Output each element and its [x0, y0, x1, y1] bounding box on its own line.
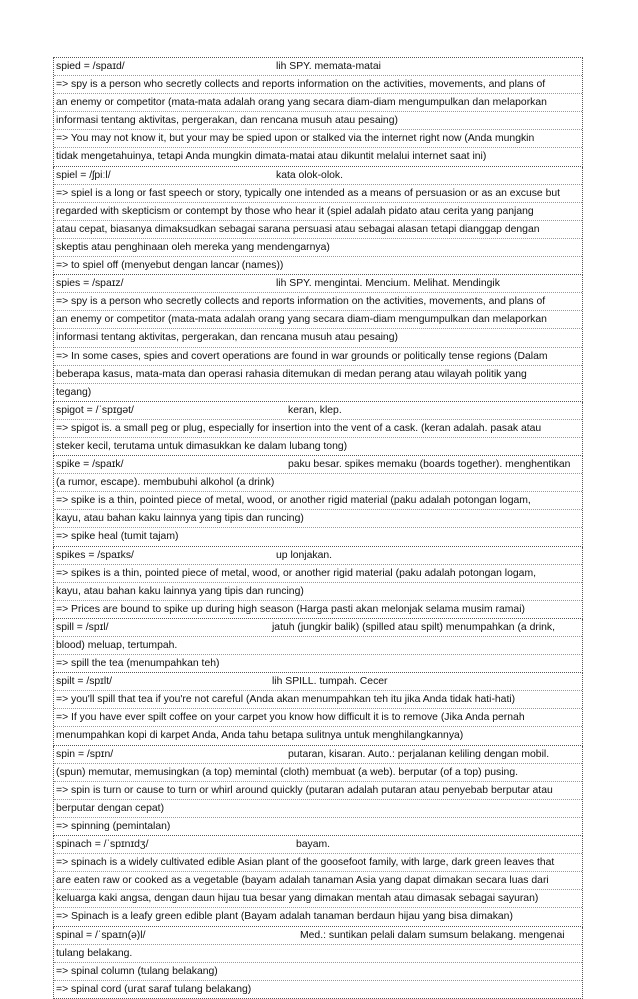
entry-spike: [53, 456, 583, 546]
entry-line: => spinach is a widely cultivated edible Asian plant of the goosefoot family, with large, dark green leaves that: [54, 854, 582, 872]
entry-headline: [54, 456, 582, 474]
entry-line: beberapa kasus, mata-mata dan operasi rahasia ditemukan di medan perang atau wilayah politik yang: [54, 366, 582, 384]
entry-line: => spigot is. a small peg or plug, especially for insertion into the vent of a cask. (keran adalah. pasak atau: [54, 420, 582, 438]
entry-line: => Spinach is a leafy green edible plant (Bayam adalah tanaman berdaun hijau yang bisa dimakan): [56, 911, 513, 923]
gloss: putaran, kisaran. Auto.: perjalanan keliling dengan mobil.: [288, 748, 550, 760]
headword: spies = /spaɪz/: [56, 278, 124, 290]
entry-line: => spikes is a thin, pointed piece of metal, wood, or another rigid material (paku adalah potongan logam,: [54, 565, 582, 583]
entry-line: => spinal column (tulang belakang): [54, 963, 582, 981]
entry-headline: [54, 927, 582, 945]
gloss: lih SPY. mengintai. Mencium. Melihat. Mendingik: [276, 278, 500, 290]
gloss: lih SPY. memata-matai: [276, 61, 381, 72]
gloss: jatuh (jungkir balik) (spilled atau spilt) menumpahkan (a drink,: [272, 621, 555, 633]
headword: spiel = /ʃpiːl/: [56, 169, 111, 181]
entry-line: => spinal cord (urat saraf tulang belakang): [56, 983, 252, 995]
entry-line: steker kecil, terutama untuk dimasukkan ke dalam lubang tong): [56, 440, 348, 452]
headword: spikes = /spaɪks/: [56, 549, 134, 561]
entry-line: => In some cases, spies and covert operations are found in war grounds or politically tense regions (Dalam: [54, 348, 582, 366]
entry-line: an enemy or competitor (mata-mata adalah orang yang secara diam-diam mengumpulkan dan melaporkan: [54, 311, 582, 329]
headword: spill = /spɪl/: [56, 621, 109, 633]
entry-headline: [54, 836, 582, 854]
entry-line: keluarga kaki angsa, dengan daun hijau tua besar yang dimakan mentah atau dimasak sebagai sayuran): [54, 890, 582, 908]
entry-spies: [53, 275, 583, 402]
entry-spill: [53, 619, 583, 673]
entry-line: tegang): [56, 386, 92, 398]
entry-line: => spin is turn or cause to turn or whirl around quickly (putaran adalah putaran atau penyebab berputar atau: [54, 782, 582, 800]
entry-line: blood) meluap, tertumpah.: [54, 637, 582, 655]
entry-line: => spy is a person who secretly collects and reports information on the activities, movements, and plans of: [54, 76, 582, 94]
entry-line: => spike heal (tumit tajam): [56, 531, 179, 543]
gloss: kata olok-olok.: [276, 169, 343, 181]
entry-headline: [54, 402, 582, 420]
headword: spinal = /ˈspaɪn(ə)l/: [56, 929, 146, 941]
entry-line: (a rumor, escape). membubuhi alkohol (a drink): [54, 474, 582, 492]
entry-line: regarded with skepticism or contempt by those who hear it (spiel adalah pidato atau cerita yang panjang: [54, 203, 582, 221]
headword: spigot = /ˈspɪɡət/: [56, 404, 134, 416]
entry-headline: [54, 275, 582, 293]
entry-spiel: [53, 167, 583, 276]
entry-line: => spill the tea (menumpahkan teh): [56, 658, 220, 670]
entry-spin: [53, 746, 583, 836]
gloss: bayam.: [296, 839, 331, 851]
entry-line: skeptis atau penghinaan oleh mereka yang mendengarnya): [54, 239, 582, 257]
entry-headline: [54, 619, 582, 637]
gloss: up lonjakan.: [276, 549, 333, 561]
gloss: keran, klep.: [288, 404, 342, 416]
headword: spilt = /spɪlt/: [56, 676, 112, 688]
entry-line: menumpahkan kopi di karpet Anda, Anda tahu betapa sulitnya untuk menghilangkannya): [56, 730, 464, 742]
entry-headline: [54, 58, 582, 76]
headword: spied = /spaɪd/: [56, 61, 125, 72]
entry-line: informasi tentang aktivitas, pergerakan, dan rencana musuh atau pesaing): [54, 112, 582, 130]
entry-headline: [54, 673, 582, 691]
headword: spike = /spaɪk/: [56, 459, 124, 471]
entry-line: tulang belakang.: [54, 945, 582, 963]
entry-line: => spiel is a long or fast speech or story, typically one intended as a means of persuasion or as an excuse but: [54, 185, 582, 203]
entry-line: (spun) memutar, memusingkan (a top) memintal (cloth) membuat (a web). berputar (of a top) pusing.: [54, 764, 582, 782]
entry-spied: [53, 57, 583, 167]
entry-line: => You may not know it, but your may be spied upon or stalked via the internet right now (Anda mungkin: [54, 130, 582, 148]
entry-headline: [54, 547, 582, 565]
headword: spin = /spɪn/: [56, 748, 114, 760]
entry-spinal: [53, 927, 583, 999]
entry-spilt: [53, 673, 583, 745]
entry-line: an enemy or competitor (mata-mata adalah orang yang secara diam-diam mengumpulkan dan melaporkan: [54, 94, 582, 112]
entry-line: berputar dengan cepat): [54, 800, 582, 818]
entry-line: informasi tentang aktivitas, pergerakan, dan rencana musuh atau pesaing): [54, 329, 582, 347]
headword: spinach = /ˈspɪnɪdʒ/: [56, 839, 149, 851]
entry-line: are eaten raw or cooked as a vegetable (bayam adalah tanaman Asia yang dapat dimakan secara luas dari: [54, 872, 582, 890]
entry-line: => you'll spill that tea if you're not careful (Anda akan menumpahkan teh itu jika Anda tidak hati-hati): [54, 691, 582, 709]
entry-line: atau cepat, biasanya dimaksudkan sebagai sarana persuasi atau sebagai alasan tetapi dianggap dengan: [54, 221, 582, 239]
entry-spigot: [53, 402, 583, 456]
entry-line: tidak mengetahuinya, tetapi Anda mungkin dimata-matai atau dikuntit melalui internet saat ini): [56, 151, 487, 163]
entry-line: => If you have ever spilt coffee on your carpet you know how difficult it is to remove (Jika Anda pernah: [54, 709, 582, 727]
entry-line: => Prices are bound to spike up during high season (Harga pasti akan melonjak selama musim ramai): [56, 603, 525, 615]
dictionary-table: [53, 57, 583, 999]
entry-line: => spinning (pemintalan): [56, 820, 171, 832]
entry-spikes: [53, 547, 583, 619]
entry-headline: [54, 746, 582, 764]
entry-headline: [54, 167, 582, 185]
entry-line: kayu, atau bahan kaku lainnya yang tipis dan runcing): [54, 583, 582, 601]
entry-line: => to spiel off (menyebut dengan lancar (names)): [56, 260, 284, 272]
entry-line: kayu, atau bahan kaku lainnya yang tipis dan runcing): [54, 510, 582, 528]
entry-spinach: [53, 836, 583, 926]
entry-line: => spike is a thin, pointed piece of metal, wood, or another rigid material (paku adalah potongan logam,: [54, 492, 582, 510]
gloss: lih SPILL. tumpah. Cecer: [272, 676, 388, 688]
gloss: Med.: suntikan pelali dalam sumsum belakang. mengenai: [300, 929, 565, 941]
entry-line: => spy is a person who secretly collects and reports information on the activities, movements, and plans of: [54, 293, 582, 311]
gloss: paku besar. spikes memaku (boards together). menghentikan: [288, 459, 571, 471]
